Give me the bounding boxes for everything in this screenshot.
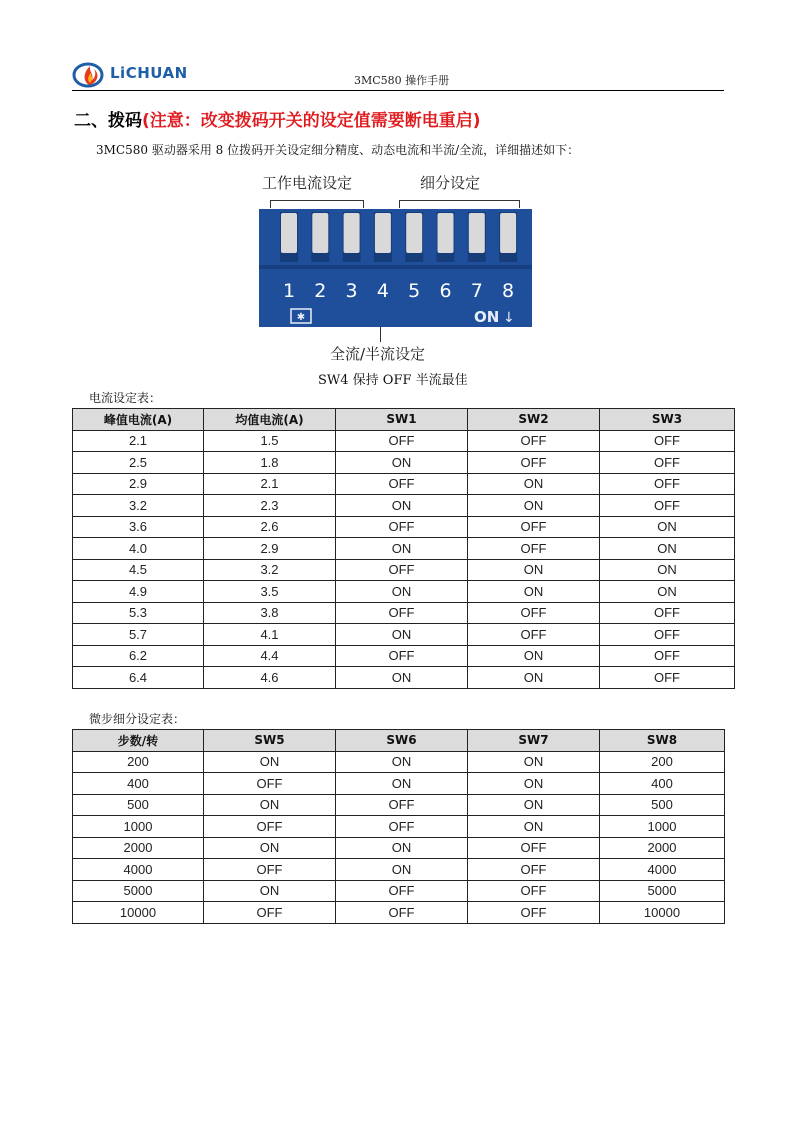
- table-cell: ON: [468, 581, 600, 603]
- table-cell: OFF: [204, 859, 336, 881]
- table-cell: 5.7: [73, 624, 204, 646]
- table-cell: ON: [336, 751, 468, 773]
- flame-logo-icon: [72, 58, 108, 90]
- table-cell: OFF: [468, 452, 600, 474]
- table-cell: 4000: [73, 859, 204, 881]
- table-cell: 5000: [73, 880, 204, 902]
- table-cell: 1.8: [204, 452, 336, 474]
- down-arrow-icon: ↓: [503, 310, 515, 326]
- section-warning-note: (注意：改变拨码开关的设定值需要断电重启): [142, 111, 481, 131]
- lichuan-logo: [72, 58, 108, 90]
- table-cell: 4.1: [204, 624, 336, 646]
- table-cell: 4.4: [204, 645, 336, 667]
- dip-switch-4: [375, 213, 391, 253]
- dip-number-label: 6: [439, 280, 452, 302]
- table-cell: ON: [204, 837, 336, 859]
- table-cell: ON: [468, 794, 600, 816]
- table-cell: ON: [336, 495, 468, 517]
- current-header-cell: SW3: [600, 409, 735, 431]
- table-cell: 3.2: [73, 495, 204, 517]
- microstep-bracket: [399, 200, 520, 208]
- header-divider: [72, 90, 724, 91]
- table-row: [73, 773, 725, 795]
- dip-number-label: 2: [314, 280, 327, 302]
- dip-number-label: 7: [470, 280, 483, 302]
- table-cell: OFF: [468, 602, 600, 624]
- table-cell: ON: [336, 581, 468, 603]
- table-cell: 2.6: [204, 516, 336, 538]
- table-row: [73, 859, 725, 881]
- dip-switch-1: [281, 213, 297, 253]
- micro-header-cell: SW6: [336, 730, 468, 752]
- dip-switch-7: [469, 213, 485, 253]
- dip-switch-5: [406, 213, 422, 253]
- table-cell: OFF: [336, 645, 468, 667]
- table-cell: OFF: [336, 816, 468, 838]
- table-cell: 3.6: [73, 516, 204, 538]
- table-cell: ON: [336, 624, 468, 646]
- table-cell: 4000: [600, 859, 725, 881]
- table-row: [73, 581, 735, 603]
- table-cell: OFF: [468, 624, 600, 646]
- table-cell: ON: [336, 837, 468, 859]
- table-cell: 3.2: [204, 559, 336, 581]
- microstep-setting-table: [72, 729, 725, 924]
- micro-header-cell: SW7: [468, 730, 600, 752]
- current-setting-label: 工作电流设定: [262, 174, 353, 192]
- table-cell: OFF: [468, 837, 600, 859]
- table-cell: 6.4: [73, 667, 204, 689]
- table-row: [73, 538, 735, 560]
- table-row: [73, 880, 725, 902]
- table-cell: 200: [600, 751, 725, 773]
- table-cell: ON: [468, 645, 600, 667]
- table-cell: OFF: [204, 773, 336, 795]
- table-cell: 500: [73, 794, 204, 816]
- table-row: [73, 902, 725, 924]
- table-cell: ON: [468, 667, 600, 689]
- table-row: [73, 495, 735, 517]
- current-header-cell: SW2: [468, 409, 600, 431]
- table-cell: 1.5: [204, 430, 336, 452]
- table-cell: ON: [600, 559, 735, 581]
- current-table-title: 电流设定表：: [89, 391, 162, 405]
- section-heading: [74, 106, 481, 131]
- table-cell: 3.5: [204, 581, 336, 603]
- table-cell: ON: [204, 880, 336, 902]
- table-cell: 5.3: [73, 602, 204, 624]
- table-cell: 2.3: [204, 495, 336, 517]
- dip-on-label: ON: [474, 308, 500, 326]
- table-cell: 1000: [600, 816, 725, 838]
- table-cell: OFF: [468, 859, 600, 881]
- microstep-table-title: 微步细分设定表：: [89, 712, 186, 726]
- dip-number-label: 1: [282, 280, 296, 302]
- table-cell: OFF: [336, 902, 468, 924]
- table-cell: OFF: [336, 473, 468, 495]
- table-cell: 500: [600, 794, 725, 816]
- table-cell: ON: [204, 751, 336, 773]
- micro-header-cell: SW8: [600, 730, 725, 752]
- table-row: [73, 624, 735, 646]
- table-cell: ON: [468, 473, 600, 495]
- table-cell: ON: [336, 452, 468, 474]
- table-cell: 4.5: [73, 559, 204, 581]
- dip-switch-2: [312, 213, 328, 253]
- dip-number-label: 3: [345, 280, 358, 302]
- dip-number-label: 5: [408, 280, 421, 302]
- table-cell: ON: [600, 581, 735, 603]
- table-cell: 1000: [73, 816, 204, 838]
- table-cell: OFF: [468, 430, 600, 452]
- table-cell: 4.0: [73, 538, 204, 560]
- table-cell: OFF: [336, 516, 468, 538]
- halfflow-setting-label: 全流/半流设定: [330, 345, 426, 363]
- table-cell: OFF: [468, 880, 600, 902]
- current-header-cell: 峰值电流(A): [73, 409, 204, 431]
- table-cell: OFF: [600, 430, 735, 452]
- table-cell: 2000: [73, 837, 204, 859]
- table-cell: OFF: [336, 794, 468, 816]
- table-row: [73, 430, 735, 452]
- table-cell: 10000: [73, 902, 204, 924]
- table-cell: OFF: [468, 516, 600, 538]
- table-cell: OFF: [468, 902, 600, 924]
- table-cell: ON: [600, 538, 735, 560]
- table-cell: ON: [336, 773, 468, 795]
- current-bracket: [270, 200, 364, 208]
- table-cell: ON: [336, 538, 468, 560]
- micro-header-cell: 步数/转: [73, 730, 204, 752]
- table-cell: 10000: [600, 902, 725, 924]
- dip-shadow-band: [259, 265, 532, 269]
- table-cell: ON: [600, 516, 735, 538]
- table-row: [73, 645, 735, 667]
- section-title: 二、拨码: [74, 111, 142, 131]
- page-header: [72, 56, 724, 92]
- table-cell: 3.8: [204, 602, 336, 624]
- table-row: [73, 516, 735, 538]
- table-cell: 6.2: [73, 645, 204, 667]
- table-cell: OFF: [600, 624, 735, 646]
- table-row: [73, 816, 725, 838]
- table-cell: OFF: [204, 816, 336, 838]
- document-title: 3MC580 操作手册: [354, 74, 450, 87]
- table-cell: 2.5: [73, 452, 204, 474]
- table-cell: OFF: [600, 495, 735, 517]
- section-intro: 3MC580 驱动器采用 8 位拨码开关设定细分精度、动态电流和半流/全流，详细描述如下：: [96, 143, 580, 157]
- table-cell: 4.6: [204, 667, 336, 689]
- table-row: [73, 602, 735, 624]
- table-row: [73, 452, 735, 474]
- micro-header-cell: SW5: [204, 730, 336, 752]
- table-row: [73, 473, 735, 495]
- table-cell: OFF: [600, 667, 735, 689]
- current-header-cell: 均值电流(A): [204, 409, 336, 431]
- table-cell: 2.9: [73, 473, 204, 495]
- dip-switch-3: [344, 213, 360, 253]
- dip-switch-image: [259, 209, 532, 327]
- table-cell: ON: [336, 859, 468, 881]
- table-cell: ON: [468, 559, 600, 581]
- dip-switch-6: [438, 213, 454, 253]
- current-setting-table: [72, 408, 735, 689]
- table-cell: OFF: [204, 902, 336, 924]
- table-cell: ON: [468, 773, 600, 795]
- sw4-note: SW4 保持 OFF 半流最佳: [318, 373, 468, 388]
- table-cell: OFF: [336, 602, 468, 624]
- table-row: [73, 667, 735, 689]
- table-cell: 2000: [600, 837, 725, 859]
- table-cell: OFF: [600, 645, 735, 667]
- table-cell: 2.1: [204, 473, 336, 495]
- table-cell: 5000: [600, 880, 725, 902]
- dip-switch-diagram: [259, 209, 532, 327]
- table-cell: 400: [73, 773, 204, 795]
- table-cell: OFF: [468, 538, 600, 560]
- table-cell: 4.9: [73, 581, 204, 603]
- brand-name: LiCHUAN: [110, 64, 188, 82]
- table-cell: 200: [73, 751, 204, 773]
- table-row: [73, 751, 725, 773]
- table-cell: 400: [600, 773, 725, 795]
- table-cell: ON: [468, 495, 600, 517]
- table-cell: OFF: [600, 602, 735, 624]
- dip-mark-glyph: ✱: [296, 312, 306, 323]
- halfflow-pointer-line: [380, 326, 381, 342]
- table-row: [73, 837, 725, 859]
- dip-number-label: 4: [376, 280, 389, 302]
- table-cell: OFF: [336, 559, 468, 581]
- dip-number-label: 8: [502, 280, 515, 302]
- table-cell: ON: [468, 816, 600, 838]
- table-cell: OFF: [600, 452, 735, 474]
- microstep-setting-label: 细分设定: [420, 174, 481, 192]
- table-cell: 2.1: [73, 430, 204, 452]
- table-cell: ON: [468, 751, 600, 773]
- table-cell: OFF: [600, 473, 735, 495]
- table-cell: ON: [204, 794, 336, 816]
- table-cell: OFF: [336, 430, 468, 452]
- current-header-cell: SW1: [336, 409, 468, 431]
- table-cell: 2.9: [204, 538, 336, 560]
- table-row: [73, 559, 735, 581]
- dip-switch-8: [500, 213, 516, 253]
- table-cell: ON: [336, 667, 468, 689]
- table-cell: OFF: [336, 880, 468, 902]
- table-row: [73, 794, 725, 816]
